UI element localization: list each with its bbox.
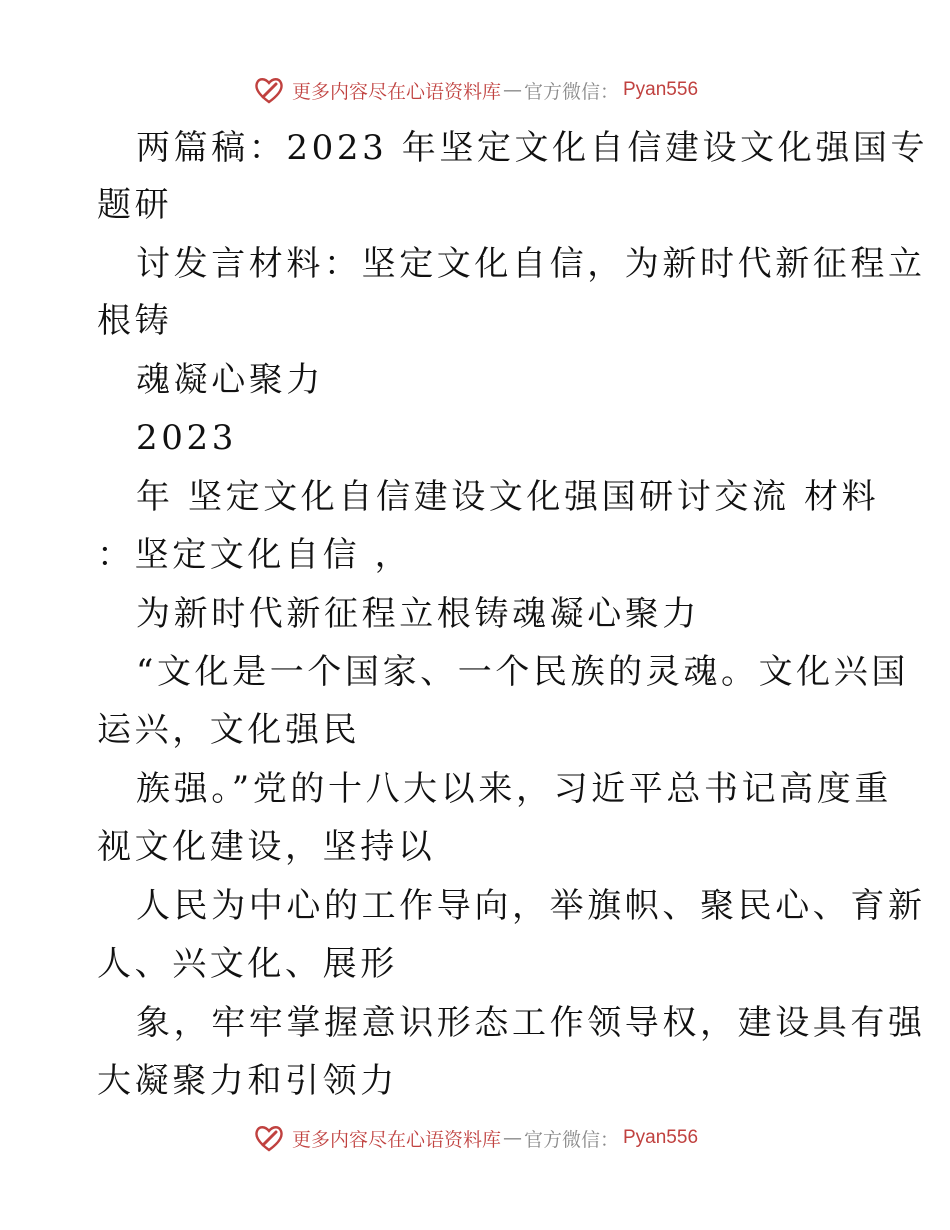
text-line: “文化是一个国家、一个民族的灵魂。文化兴国 (136, 652, 909, 692)
text-line: 根铸 (97, 301, 173, 341)
watermark-separator: — (502, 1127, 522, 1149)
text-line: 魂凝心聚力 (136, 360, 324, 400)
text-line: 象，牢牢掌握意识形态工作领导权，建设具有强 (136, 1003, 926, 1043)
text-line: 讨发言材料：坚定文化自信，为新时代新征程立 (136, 244, 926, 284)
text-line: 视文化建设，坚持以 (97, 827, 436, 867)
wechat-id: Pyan556 (623, 79, 699, 100)
heart-pen-logo-icon (252, 1121, 286, 1155)
footer-watermark (0, 1118, 950, 1158)
header-watermark (0, 70, 950, 110)
text-line: 族强。”党的十八大以来，习近平总书记高度重 (136, 769, 892, 809)
wechat-label: 官方微信： (523, 80, 619, 103)
watermark-text: 更多内容尽在心语资料库 (291, 1128, 501, 1151)
text-line: ：坚定文化自信 ， (97, 535, 413, 575)
watermark-text: 更多内容尽在心语资料库 (291, 80, 501, 103)
wechat-id: Pyan556 (623, 1127, 699, 1148)
wechat-label: 官方微信： (523, 1128, 619, 1151)
text-line: 两篇稿：2023 年坚定文化自信建设文化强国专 (136, 128, 929, 168)
text-line: 2023 (136, 418, 237, 458)
text-line: 题研 (97, 185, 173, 225)
watermark-separator: — (502, 79, 522, 101)
text-line: 人民为中心的工作导向，举旗帜、聚民心、育新 (136, 886, 926, 926)
text-line: 运兴，文化强民 (97, 710, 361, 750)
text-line: 人、兴文化、展形 (97, 944, 398, 984)
text-line: 大凝聚力和引领力 (97, 1061, 398, 1101)
text-line: 为新时代新征程立根铸魂凝心聚力 (136, 594, 700, 634)
text-line: 年 坚定文化自信建设文化强国研讨交流 材料 (136, 477, 880, 517)
heart-pen-logo-icon (252, 73, 286, 107)
